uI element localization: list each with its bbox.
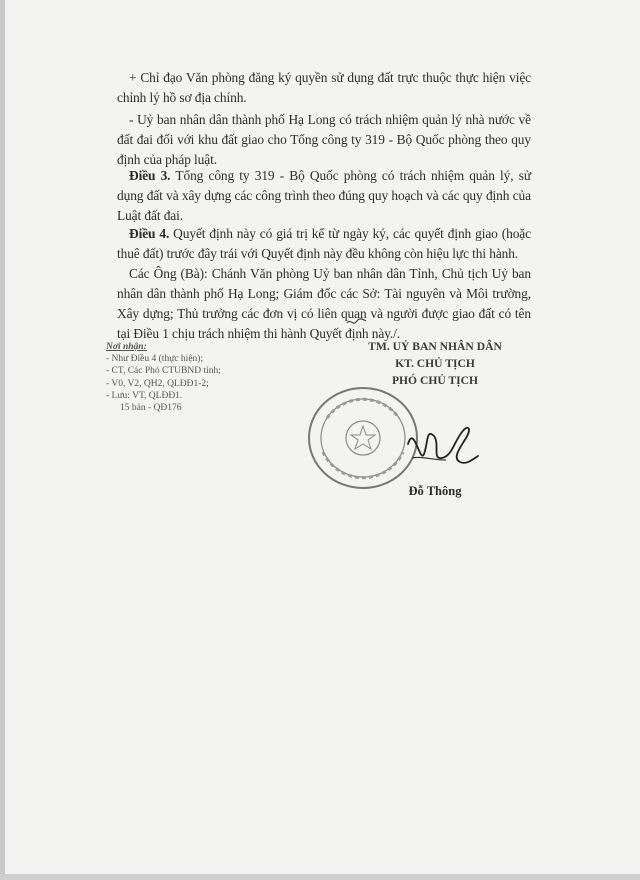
recipients-title: Nơi nhận: xyxy=(106,342,147,352)
article-3-label: Điều 3. xyxy=(129,168,171,183)
scan-left-edge xyxy=(0,0,5,880)
signature-line-2: KT. CHỦ TỊCH xyxy=(395,357,475,370)
signature-line-1: TM. UỶ BAN NHÂN DÂN xyxy=(368,340,502,353)
paragraph-article-4 xyxy=(117,224,531,264)
paragraph-city-responsibility: - Uỷ ban nhân dân thành phố Hạ Long có trách nhiệm quản lý nhà nước về đất đai đối với khu đất giao cho Tổng công ty 319 - Bộ Quốc phòng theo quy định của pháp luật. xyxy=(117,112,531,167)
recipient-item: - CT, Các Phó CTUBND tỉnh; xyxy=(106,366,221,377)
signer-name: Đỗ Thông xyxy=(408,484,462,498)
paragraph-execution: Các Ông (Bà): Chánh Văn phòng Uỷ ban nhân dân Tỉnh, Chủ tịch Uỷ ban nhân dân thành phố Hạ Long; Giám đốc các Sở: Tài nguyên và Môi trường, Xây dựng; Thủ trưởng các đơn vị có liên quan và người được giao đất có tên tại Điều 1 chịu trách nhiệm thi hành Quyết định này./. xyxy=(117,266,531,341)
paragraph-article-3 xyxy=(117,166,531,226)
signature-line-3: PHÓ CHỦ TỊCH xyxy=(391,374,479,387)
handwritten-signature-icon xyxy=(402,414,482,474)
article-3-text: Tổng công ty 319 - Bộ Quốc phòng có trách nhiệm quản lý, sử dụng đất và xây dựng các công trình theo đúng quy hoạch và các quy định của Luật đất đai. xyxy=(117,168,531,223)
initial-mark-icon xyxy=(346,316,368,328)
recipient-item: - Như Điều 4 (thực hiện); xyxy=(106,354,204,365)
scan-bottom-edge xyxy=(0,874,640,880)
recipient-item: 15 bản - QĐ176 xyxy=(120,403,182,414)
paragraph-directive: + Chỉ đạo Văn phòng đăng ký quyền sử dụng đất trực thuộc thực hiện việc chỉnh lý hồ sơ địa chính. xyxy=(117,70,531,105)
recipient-item: - V0, V2, QH2, QLĐĐ1-2; xyxy=(106,378,209,389)
article-4-text: Quyết định này có giá trị kể từ ngày ký, các quyết định giao (hoặc thuê đất) trước đây trái với Quyết định này đều không còn hiệu lực thi hành. xyxy=(117,226,531,261)
recipient-item: - Lưu: VT, QLĐĐ1. xyxy=(106,390,183,401)
article-4-label: Điều 4. xyxy=(129,226,170,241)
recipients-list xyxy=(106,341,306,414)
